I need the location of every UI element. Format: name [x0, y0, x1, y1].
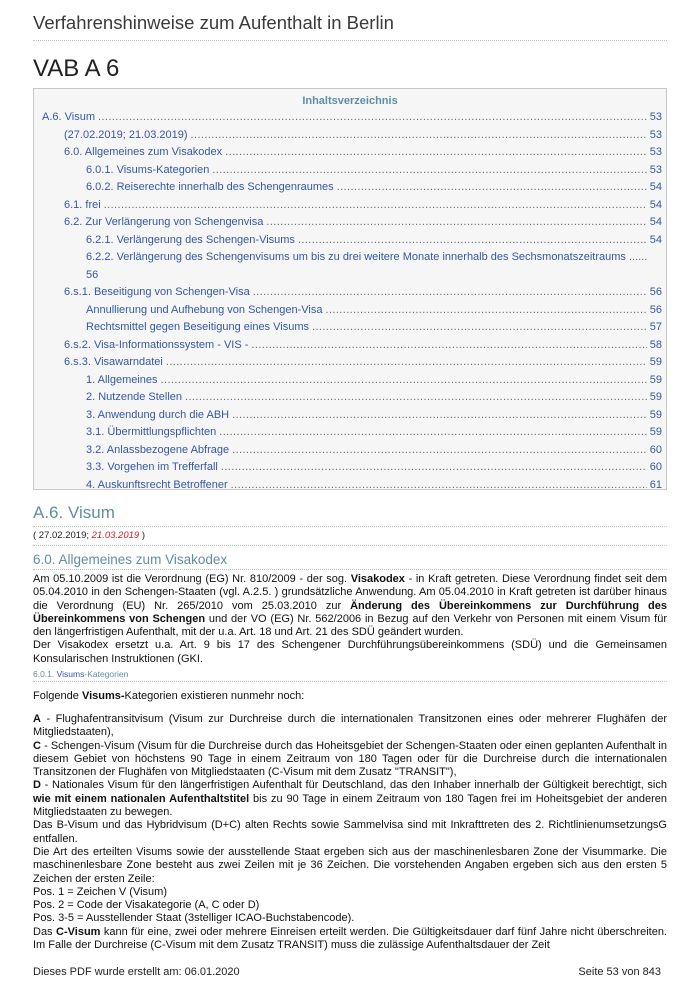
paragraph-categories: A - Flughafentransitvisum (Visum zur Durchreise durch die internationalen Transitzonen eines oder mehrerer Flughäfen der Mitgliedstaaten), C - Schengen-Visum (Visum für die Durchreise durch das Hoheitsgebiet der Schengen-Staaten oder einen geplanten Aufenthalt in diesem Gebiet von höchstens 90 Tage in einem Zeitraum von 180 Tagen oder für die Durchreise durch die internationalen Transitzonen der Flughäfen von Mitgliedstaaten (C-Visum mit dem Zusatz "TRANSIT"), D - Nationales Visum für den längerfristigen Aufenthalt für Deutschland, das den Inhaber innerhalb der Gültigkeit berechtigt, sich wie mit einem nationalen Aufenthaltstitel bis zu 90 Tage in einem Zeitraum von 180 Tagen frei im Hoheitsgebiet der anderen Mitgliedstaaten zu bewegen. Das B-Visum und das Hybridvisum (D+C) alten Rechts sowie Sammelvisa sind mit Inkrafttreten des 2. RichtlinienumsetzungsG entfallen. Die Art des erteilten Visums sowie der ausstellende Staat ergeben sich aus der maschinenlesbaren Zone der Visummarke. Die maschinenlesbare Zone besteht aus zwei Zeilen mit je 36 Zeichen. Die vorstehenden Angaben ergeben sich aus den ersten 5 Zeichen der ersten Zeile: Pos. 1 = Zeichen V (Visum) Pos. 2 = Code der Visakategorie (A, C oder D) Pos. 3-5 = Ausstellender Staat (3stelliger ICAO-Buchstabencode). Das C-Visum kann für eine, zwei oder mehrere Einreisen erteilt werden. Die Gültigkeitsdauer darf fünf Jahre nicht überschreiten. Im Falle der Durchreise (C-Visum mit dem Zusatz TRANSIT) muss die zulässige Aufenthaltsdauer der Zeit — [33, 713, 667, 952]
toc-entry-page: 60 — [649, 443, 662, 456]
toc-list — [38, 109, 662, 494]
toc-entry-label: 6.2.2. Verlängerung des Schengenvisums um bis zu drei weitere Monate innerhalb des Sechsmonatszeitraums — [86, 251, 626, 263]
toc-entry-label: 6.s.3. Visawarndatei — [64, 356, 163, 368]
toc-entry-page: 53 — [649, 146, 662, 158]
toc-entry-label: 3.3. Vorgehen im Trefferfall — [86, 461, 218, 473]
toc-entry-page: 57 — [649, 321, 662, 333]
toc-title: Inhaltsverzeichnis — [302, 95, 398, 107]
toc-entry-page: 56 — [86, 268, 99, 281]
toc-entry-page: 59 — [649, 391, 662, 403]
toc-entry-label: 6.2. Zur Verlängerung von Schengenvisa — [64, 216, 264, 228]
toc-entry-page: 53 — [649, 163, 662, 176]
toc-entry-label: 6.0.1. Visums-Kategorien — [86, 163, 210, 176]
toc-entry-label: 6.1. frei — [64, 198, 101, 211]
toc-entry-page: 60 — [649, 461, 662, 473]
toc-entry-page: 58 — [649, 338, 662, 351]
toc-entry-page: 54 — [649, 216, 662, 228]
toc-entry-label: (27.02.2019; 21.03.2019) — [64, 128, 188, 141]
toc-entry[interactable] — [38, 337, 662, 355]
page-number: Seite 53 von 843 — [578, 966, 661, 978]
toc-entry[interactable] — [38, 354, 662, 372]
toc-entry[interactable] — [38, 214, 662, 232]
toc-entry[interactable] — [38, 162, 662, 180]
toc-entry-label: Annullierung und Aufhebung von Schengen-Visa — [86, 303, 323, 316]
toc-entry-label: 3.2. Anlassbezogene Abfrage — [86, 443, 230, 456]
toc-entry-label: 3. Anwendung durch die ABH — [86, 408, 230, 421]
toc-entry-label: 2. Nutzende Stellen — [86, 391, 183, 403]
toc-entry[interactable] — [38, 407, 662, 425]
toc-entry-label: A.6. Visum — [42, 111, 95, 123]
toc-entry[interactable] — [38, 389, 662, 407]
toc-entry-page: 59 — [649, 373, 662, 386]
toc-entry-page: 54 — [649, 233, 662, 246]
toc-entry-label: 1. Allgemeines — [86, 373, 158, 386]
toc-entry-label: 6.0.2. Reiserechte innerhalb des Schengenraumes — [86, 181, 334, 193]
toc-entry-page: 59 — [649, 426, 662, 438]
toc-entry[interactable] — [38, 197, 662, 215]
toc-entry[interactable] — [38, 284, 662, 302]
toc-entry[interactable] — [38, 459, 662, 477]
toc-entry[interactable] — [38, 144, 662, 162]
toc-entry[interactable] — [38, 424, 662, 442]
paragraph-intro: Am 05.10.2009 ist die Verordnung (EG) Nr. 810/2009 - der sog. Visakodex - in Kraft getreten. Diese Verordnung findet seit dem 05.04.2010 in den Schengen-Staaten (vgl. A.2.5. ) grundsätzliche Anwendung. Am 05.04.2010 in Kraft getreten ist darüber hinaus die Verordnung (EU) Nr. 265/2010 vom 25.03.2010 zur Änderung des Übereinkommens zur Durchführung des Übereinkommens von Schengen und der VO (EG) Nr. 562/2006 in Bezug auf den Verkehr von Personen mit einem Visum für den längerfristigen Aufenthalt, mit der u.a. Art. 18 und Art. 21 des SDÜ geändert wurden. Der Visakodex ersetzt u.a. Art. 9 bis 17 des Schengener Durchführungsübereinkommens (SDÜ) und die Gemeinsamen Konsularischen Instruktionen (GKI. — [33, 573, 667, 665]
changed-date: 21.03.2019 — [91, 530, 140, 541]
toc-entry-label: 3.1. Übermittlungspflichten — [86, 426, 217, 438]
toc-entry-label: 6.s.1. Beseitigung von Schengen-Visa — [64, 286, 250, 298]
toc-entry-label: 6.2.1. Verlängerung des Schengen-Visums — [86, 233, 295, 246]
toc-entry-page: 56 — [649, 303, 662, 316]
section-dates: ( 27.02.2019; 21.03.2019 ) — [33, 530, 667, 546]
toc-entry-label: 4. Auskunftsrecht Betroffener — [86, 478, 228, 491]
subsubsection-heading: 6.0.1. Visums-Kategorien — [33, 669, 667, 682]
toc-entry-label: 6.s.2. Visa-Informationssystem - VIS - — [64, 338, 249, 351]
created-date: Dieses PDF wurde erstellt am: 06.01.2020 — [33, 966, 240, 978]
toc-entry-page: 61 — [649, 478, 662, 491]
toc-entry-label: 6.0. Allgemeines zum Visakodex — [64, 146, 223, 158]
subsection-heading: 6.0. Allgemeines zum Visakodex — [33, 552, 667, 570]
toc-entry[interactable] — [38, 109, 662, 127]
toc-entry[interactable] — [38, 302, 662, 320]
page-title: VAB A 6 — [33, 55, 667, 90]
toc-entry-page: 53 — [649, 128, 662, 141]
toc-entry[interactable] — [38, 127, 662, 145]
toc-entry-page: 53 — [649, 111, 662, 123]
toc-entry[interactable]: 6.2.2. Verlängerung des Schengenvisums um bis zu drei weitere Monate innerhalb des Sechsmonatszeitraums ...... 56 — [86, 251, 648, 281]
toc-entry[interactable] — [38, 319, 662, 337]
paragraph-categories-intro: Folgende Visums-Kategorien existieren nunmehr noch: — [33, 690, 305, 702]
toc-entry[interactable] — [38, 179, 662, 197]
toc-entry-page: 56 — [649, 286, 662, 298]
running-header: Verfahrenshinweise zum Aufenthalt in Berlin — [33, 12, 667, 41]
table-of-contents — [33, 88, 667, 490]
toc-entry-page: 59 — [649, 356, 662, 368]
toc-entry[interactable] — [38, 477, 662, 495]
toc-entry-page: 54 — [649, 198, 662, 211]
page-footer — [33, 966, 667, 978]
toc-entry-page: 59 — [649, 408, 662, 421]
section-heading: A.6. Visum — [33, 503, 667, 527]
toc-entry-page: 54 — [649, 181, 662, 193]
toc-entry-label: Rechtsmittel gegen Beseitigung eines Visums — [86, 321, 309, 333]
toc-entry[interactable] — [38, 442, 662, 460]
toc-entry[interactable] — [38, 232, 662, 250]
toc-entry[interactable] — [38, 372, 662, 390]
